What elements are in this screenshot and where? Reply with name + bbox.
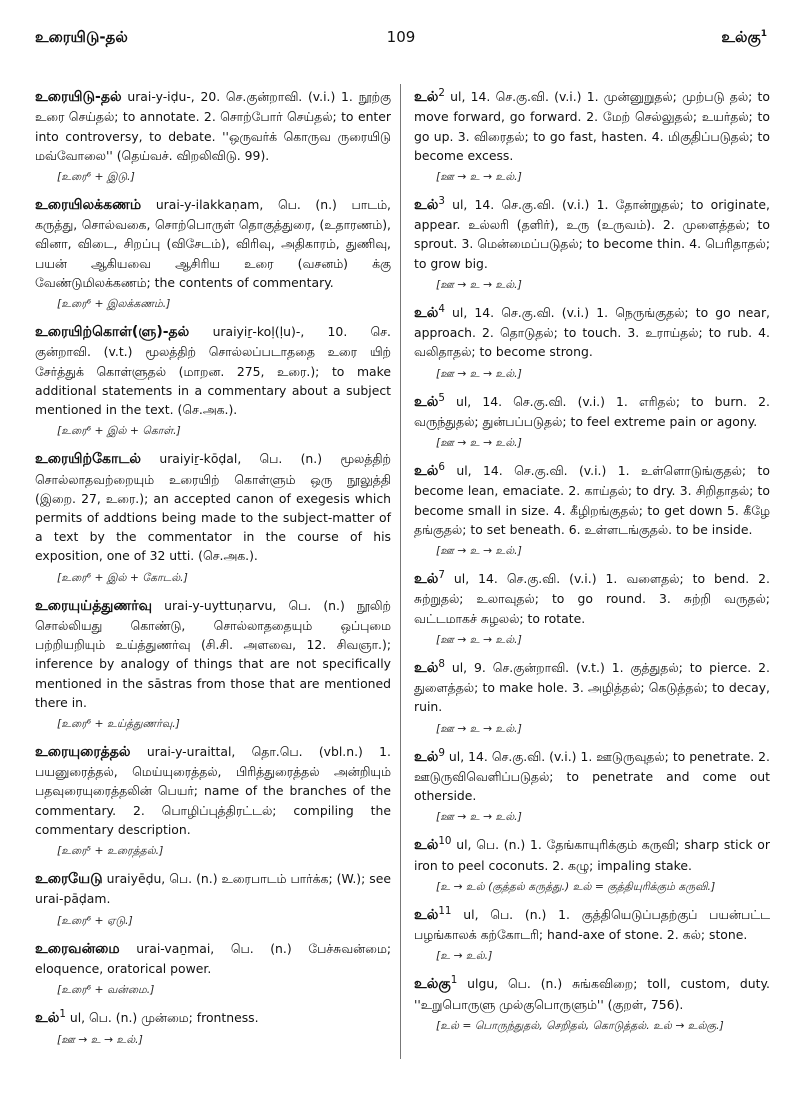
dictionary-entry (414, 902, 770, 965)
dictionary-entry (414, 655, 770, 737)
entry-headword: உல் (414, 571, 439, 588)
entry-body: ul, 9. செ.குன்றாவி. (v.t.) 1. குத்துதல்; to pierce. 2. துளைத்தல்; to make hole. 3. அழித்தல்; கெடுத்தல்; to decay, ruin. (414, 659, 770, 715)
dictionary-entry (35, 936, 391, 999)
entry-etymology: [ஊ → உ → உல்.] (436, 632, 522, 646)
dictionary-entry (414, 389, 770, 452)
entry-etymology: [உரை⁶ + இல் + கோடல்.] (57, 570, 188, 584)
entry-body: ul, 14. செ.கு.வி. (v.i.) 1. வளைதல்; to bend. 2. சுற்றுதல்; உலாவுதல்; to go round. 3. சுற்றி வருதல்; வட்டமாகச் சுழலல்; to rotate. (414, 571, 770, 626)
page-number: 109 (386, 28, 416, 46)
entry-sup: 11 (438, 904, 452, 917)
dictionary-entry (414, 566, 770, 648)
entry-body: ul, 14. செ.கு.வி. (v.i.) 1. முன்னுறுதல்; முற்படு தல்; to move forward, go forward. 2. மேற் செல்லுதல்; உயர்தல்; to go up. 3. விரைதல்; to go fast, hasten. 4. மிகுதிப்படுதல்; to become excess. (414, 89, 770, 163)
entry-body: urai-y-ilakkaṇam, பெ. (n.) பாடம், கருத்து, சொல்வகை, சொற்பொருள் தொகுத்துரை, (உதாரணம்), வினா, விடை, சிறப்பு (விசேடம்), விரிவு, அதிகாரம், துணிவு, பயன் ஆகியவை ஆசிரிய உரை (வசனம்) க்கு வேண்டுமிலக்கணம்; the contents of commentary. (35, 197, 391, 290)
dictionary-entry (414, 300, 770, 382)
entry-body: urai-y-iḍu-, 20. செ.குன்றாவி. (v.i.) 1. நூற்கு உரை செய்தல்; to annotate. 2. சொற்போர் செய்தல்; to enter into controversy, to debate. ''ஒருவர்க் கொருவ ருரையிடு மவ்வோலை'' (தெய்வச். விறலிவிடு. 99). (35, 89, 391, 163)
dictionary-entry (35, 1005, 391, 1048)
entry-headword: உரையிலக்கணம் (35, 197, 142, 214)
dictionary-entry (35, 739, 391, 859)
entry-text (414, 566, 770, 628)
entry-etymology: [உ → உல்.] (436, 949, 493, 963)
entry-text (414, 832, 770, 875)
dictionary-entry (35, 319, 391, 439)
entry-text (414, 902, 770, 945)
entry-text (35, 446, 391, 565)
entry-headword: உரையிற்கொள்(ளு)-தல் (35, 324, 190, 341)
entry-text (35, 1005, 391, 1028)
entry-etymology: [ஊ → உ → உல்.] (57, 1033, 143, 1047)
entry-headword: உரையுய்த்துணர்வு (35, 597, 152, 614)
header-right-sup: 1 (760, 29, 767, 39)
entry-headword: உல் (414, 305, 439, 321)
entry-body: uraiyēḍu, பெ. (n.) உரைபாடம் பார்க்க; (W.); see urai-pāḍam. (35, 871, 391, 907)
entry-text (414, 192, 770, 273)
entry-text (414, 84, 770, 165)
entry-body: urai-y-uraittal, தொ.பெ. (vbl.n.) 1. பயனுரைத்தல், மெய்யுரைத்தல், பிரித்துரைத்தல் அன்றியும் பதவுரையுரைத்தலின் பெயர்; name of the branches of the commentary. 2. பொழிப்புத்திரட்டல்; compiling the commentary description. (35, 744, 391, 837)
entry-sup: 4 (438, 302, 445, 315)
dictionary-entry (414, 971, 770, 1034)
entry-etymology: [உரை⁶ + ஏடு.] (57, 913, 133, 927)
right-column (414, 84, 770, 1041)
entry-etymology: [உரை⁶ + வன்மை.] (57, 983, 155, 997)
entry-etymology: [ஊ → உ → உல்.] (436, 366, 522, 380)
entry-headword: உல் (414, 197, 439, 214)
entry-headword: உரையிடு-தல் (35, 89, 122, 106)
entry-etymology: [ஊ → உ → உல்.] (436, 721, 522, 735)
entry-body: ul, பெ. (n.) 1. தேங்காயுரிக்கும் கருவி; sharp stick or iron to peel coconuts. 2. கழு; impaling stake. (414, 837, 770, 873)
entry-text (414, 300, 770, 362)
dictionary-entry (35, 446, 391, 585)
entry-sup: 6 (438, 461, 445, 474)
entry-headword: உல் (414, 748, 439, 765)
entry-body: ul, பெ. (n.) முன்மை; frontness. (69, 1010, 259, 1026)
entry-body: ul, 14. செ.கு.வி. (v.i.) 1. நெருங்குதல்; to go near, approach. 2. தொடுதல்; to touch. 3. உராய்தல்; to rub. 4. வலிதாதல்; to become strong. (414, 305, 770, 360)
entry-text (414, 971, 770, 1014)
entry-headword: உரையுரைத்தல் (35, 744, 131, 761)
left-column (35, 84, 391, 1055)
entry-body: urai-y-uyttuṇarvu, பெ. (n.) நூலிற் சொல்லியது கொண்டு, சொல்லாததையும் ஒப்புமை பற்றியறியும் உய்த்துணர்வு (சி.சி. அளவை, 12. சிவஞா.); inference by analogy of things that are not specifically mentioned in the sāstras from those that are mentioned there in. (35, 597, 391, 710)
dictionary-entry (35, 593, 391, 732)
entry-headword: உல் (414, 659, 439, 676)
entry-sup: 5 (438, 391, 445, 404)
header-right-word: உல்கு (721, 28, 761, 46)
entry-sup: 1 (59, 1008, 66, 1021)
dictionary-entry (414, 458, 770, 559)
entry-headword: உரையிற்கோடல் (35, 451, 142, 468)
entry-headword: உரைவன்மை (35, 940, 120, 957)
entry-etymology: [உரை⁶ + உய்த்துணர்வு.] (57, 716, 180, 730)
entry-body: ul, 14. செ.கு.வி. (v.i.) 1. எரிதல்; to burn. 2. வருந்துதல்; துன்பப்படுதல்; to feel extreme pain or agony. (414, 393, 770, 429)
entry-text (35, 84, 391, 165)
entry-etymology: [ஊ → உ → உல்.] (436, 544, 522, 558)
entry-text (35, 739, 391, 839)
entry-text (35, 936, 391, 979)
entry-sup: 8 (438, 657, 445, 670)
column-divider (400, 84, 401, 1059)
entry-etymology: [உரை⁶ + இல் + கொள்.] (57, 424, 181, 438)
entry-etymology: [ஊ → உ → உல்.] (436, 169, 522, 183)
dictionary-entry (414, 192, 770, 293)
entry-text (35, 319, 391, 419)
entry-headword: உல் (414, 837, 439, 854)
entry-body: urai-vaṉmai, பெ. (n.) பேச்சுவன்மை; eloquence, oratorical power. (35, 940, 391, 976)
entry-headword: உல் (414, 463, 439, 480)
entry-body: ul, பெ. (n.) 1. குத்தியெடுப்பதற்குப் பயன்பட்ட பழங்காலக் கற்கோடரி; hand-axe of stone. 2. கல்; stone. (414, 906, 770, 943)
entry-text (35, 593, 391, 712)
entry-text (414, 389, 770, 432)
entry-sup: 3 (438, 194, 445, 207)
entry-sup: 10 (438, 835, 452, 848)
page-header (35, 28, 767, 54)
entry-etymology: [உல் = பொருந்துதல், செறிதல், கொடுத்தல். உல் → உல்கு.] (436, 1018, 724, 1032)
entry-text (414, 458, 770, 539)
entry-etymology: [உ → உல் (குத்தல் கருத்து.) உல் = குத்தியுரிக்கும் கருவி.] (436, 879, 716, 893)
entry-etymology: [உரை⁵ + உரைத்தல்.] (57, 844, 164, 858)
dictionary-entry (35, 866, 391, 929)
entry-headword: உல் (35, 1010, 60, 1027)
dictionary-entry (414, 744, 770, 826)
entry-headword: உல் (414, 393, 439, 410)
entry-etymology: [ஊ → உ → உல்.] (436, 277, 522, 291)
entry-sup: 9 (438, 746, 445, 759)
header-left-guideword: உரையிடு-தல் (35, 28, 128, 46)
header-right-guideword (721, 28, 767, 48)
dictionary-entry (35, 84, 391, 185)
entry-text (414, 655, 770, 717)
entry-text (414, 744, 770, 806)
entry-etymology: [உரை⁶ + இடு.] (57, 169, 135, 183)
entry-body: ul, 14. செ.கு.வி. (v.i.) 1. தோன்றுதல்; to originate, appear. உல்லரி (தளிர்), உரு (உருவம்). 2. முளைத்தல்; to sprout. 3. மென்மைப்படுதல்; to become thin. 4. பெரிதாதல்; to grow big. (414, 197, 770, 271)
entry-text (35, 192, 391, 292)
entry-body: ul, 14. செ.கு.வி. (v.i.) 1. உள்ளொடுங்குதல்; to become lean, emaciate. 2. காய்தல்; to dry. 3. சிறிதாதல்; to become small in size. 4. கீழிறங்குதல்; to get down 5. கீழே தங்குதல்; to set beneath. 6. உள்ளடங்குதல். to be inside. (414, 463, 770, 537)
entry-etymology: [ஊ → உ → உல்.] (436, 436, 522, 450)
dictionary-entry (414, 84, 770, 185)
entry-body: ulgu, பெ. (n.) சுங்கவிறை; toll, custom, duty. ''உறுபொருளு முல்குபொருளும்'' (குறள், 756). (414, 976, 770, 1012)
entry-body: uraiyiṟ-koḷ(ḷu)-, 10. செ. குன்றாவி. (v.t.) மூலத்திற் சொல்லப்படாததை உரை யிற் சேர்த்துக் கொள்ளுதல் (மாறன. 275, உரை.); to make additional statements in a commentary about a subject mentioned in the text. (செ.அக.). (35, 324, 391, 418)
entry-etymology: [ஊ → உ → உல்.] (436, 810, 522, 824)
entry-text (35, 866, 391, 909)
entry-sup: 1 (450, 974, 458, 987)
entry-headword: உல்கு (414, 976, 451, 993)
dictionary-entry (414, 832, 770, 895)
entry-headword: உல் (414, 906, 439, 923)
dictionary-entry (35, 192, 391, 312)
entry-headword: உல் (414, 89, 439, 106)
entry-sup: 7 (438, 569, 445, 582)
entry-sup: 2 (438, 87, 445, 99)
entry-etymology: [உரை⁶ + இலக்கணம்.] (57, 297, 171, 311)
entry-headword: உரையேடு (35, 871, 103, 888)
entry-body: uraiyiṟ-kōḍal, பெ. (n.) மூலத்திற் சொல்லாதவற்றையும் உரையிற் கொள்ளும் ஒரு நூலுத்தி (இறை. 27, உரை.); an accepted canon of exegesis which permits of addtions being made to the subject-matter of a text by the commentator in the course of his exposition, one of 32 utti. (செ.அக.). (35, 451, 391, 564)
entry-body: ul, 14. செ.கு.வி. (v.i.) 1. ஊடுருவுதல்; to penetrate. 2. ஊடுருவிவெளிப்படுதல்; to penetrate and come out otherside. (414, 748, 770, 804)
